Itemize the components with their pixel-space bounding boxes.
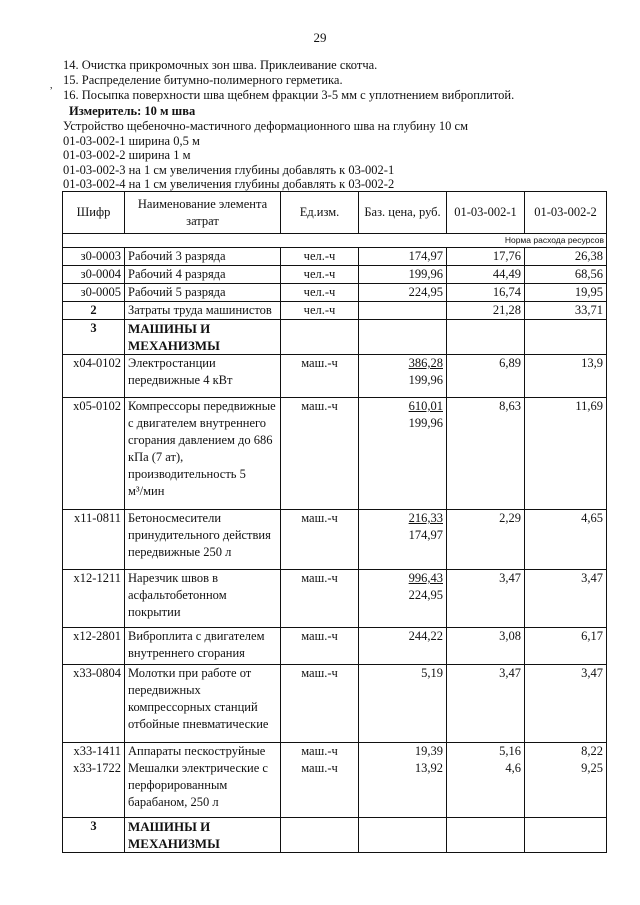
cell-price xyxy=(359,398,447,510)
table-row xyxy=(63,743,607,818)
cell-name xyxy=(125,743,281,818)
cell-name xyxy=(125,510,281,570)
section-title xyxy=(125,818,281,853)
price-value: 216,33 xyxy=(408,511,443,525)
name-line: передвижных xyxy=(128,683,201,697)
step-14: 14. Очистка прикромочных зон шва. Приклеивание скотча. xyxy=(63,58,378,72)
cell-unit: маш.-ч xyxy=(281,665,359,743)
header-name: Наименование элемента затрат xyxy=(125,192,281,234)
name-line: Электростанции xyxy=(128,356,216,370)
cell-name xyxy=(125,355,281,398)
col2-value: 8,22 xyxy=(581,744,603,758)
cell-code: х05-0102 xyxy=(63,398,125,510)
machinists-row xyxy=(63,302,607,320)
table-row xyxy=(63,665,607,743)
table-row xyxy=(63,266,607,284)
cell-name xyxy=(125,398,281,510)
name-line: покрытии xyxy=(128,605,181,619)
cell-price xyxy=(359,510,447,570)
cell-unit: чел.-ч xyxy=(281,248,359,266)
cell-price: 224,95 xyxy=(359,284,447,302)
cell-code: х11-0811 xyxy=(63,510,125,570)
cell-name: Рабочий 5 разряда xyxy=(125,284,281,302)
cell-name: Рабочий 3 разряда xyxy=(125,248,281,266)
step-16: 16. Посыпка поверхности шва щебнем фракции 3-5 мм с уплотнением виброплитой. xyxy=(63,88,515,103)
header-code: Шифр xyxy=(63,192,125,234)
name-line: кПа (7 ат), xyxy=(128,450,184,464)
name-line: Бетоносмесители xyxy=(128,511,222,525)
cell-code: х04-0102 xyxy=(63,355,125,398)
cell-col1: 44,49 xyxy=(447,266,525,284)
cell-col1: 8,63 xyxy=(447,398,525,510)
meter-line: Измеритель: 10 м шва xyxy=(69,103,196,118)
price-value: 19,39 xyxy=(414,744,443,758)
price-secondary: 199,96 xyxy=(408,373,443,387)
price-value: 13,92 xyxy=(414,761,443,775)
cell-col2 xyxy=(525,320,607,355)
cell-code xyxy=(63,743,125,818)
header-price: Баз. цена, руб. xyxy=(359,192,447,234)
section-number: 3 xyxy=(63,818,125,853)
cell-unit: чел.-ч xyxy=(281,284,359,302)
cell-price xyxy=(359,818,447,853)
header-col2: 01-03-002-2 xyxy=(525,192,607,234)
table-row xyxy=(63,398,607,510)
price-secondary: 199,96 xyxy=(408,416,443,430)
code-line-2: 01-03-002-2 ширина 1 м xyxy=(63,148,191,163)
norma-row xyxy=(63,234,607,248)
name-line: принудительного действия xyxy=(128,528,271,542)
cell-price xyxy=(359,743,447,818)
name-line: Мешалки электрические с xyxy=(128,761,268,775)
cell-price xyxy=(359,665,447,743)
unit-line: маш.-ч xyxy=(301,761,338,775)
cell-unit xyxy=(281,320,359,355)
cell-price: 199,96 xyxy=(359,266,447,284)
cell-price xyxy=(359,570,447,628)
name-line: отбойные пневматические xyxy=(128,717,269,731)
cell-col2 xyxy=(525,743,607,818)
cell-unit xyxy=(281,743,359,818)
cell-code: з0-0003 xyxy=(63,248,125,266)
cell-col1: 6,89 xyxy=(447,355,525,398)
cell-unit: чел.-ч xyxy=(281,302,359,320)
name-line: Компрессоры передвижные xyxy=(128,399,276,413)
norma-label: Норма расхода ресурсов xyxy=(63,234,607,248)
cell-col2: 26,38 xyxy=(525,248,607,266)
cell-col1: 21,28 xyxy=(447,302,525,320)
cell-col2: 3,47 xyxy=(525,665,607,743)
work-title: Устройство щебеночно-мастичного деформационного шва на глубину 10 см xyxy=(63,118,469,133)
col2-value: 9,25 xyxy=(581,761,603,775)
name-line: компрессорных станций xyxy=(128,700,258,714)
cell-code: х12-1211 xyxy=(63,570,125,628)
name-line: Аппараты пескоструйные xyxy=(128,744,266,758)
cell-name xyxy=(125,628,281,665)
unit-line: маш.-ч xyxy=(301,744,338,758)
section-title-line2: МЕХАНИЗМЫ xyxy=(128,836,220,851)
cell-col2: 6,17 xyxy=(525,628,607,665)
name-line: Нарезчик швов в xyxy=(128,571,219,585)
cell-col1: 3,47 xyxy=(447,570,525,628)
price-value: 5,19 xyxy=(421,666,443,680)
name-line: передвижные 4 кВт xyxy=(128,373,233,387)
name-line: барабаном, 250 л xyxy=(128,795,219,809)
cell-col2: 13,9 xyxy=(525,355,607,398)
name-line: внутреннего сгорания xyxy=(128,646,245,660)
cell-col1: 2,29 xyxy=(447,510,525,570)
section-row-end xyxy=(63,818,607,853)
name-line: Виброплита с двигателем xyxy=(128,629,265,643)
cell-col2: 4,65 xyxy=(525,510,607,570)
cell-col1 xyxy=(447,743,525,818)
cell-name: Рабочий 4 разряда xyxy=(125,266,281,284)
cell-col2: 33,71 xyxy=(525,302,607,320)
table-row xyxy=(63,284,607,302)
table-header-row xyxy=(63,192,607,234)
name-line: с двигателем внутреннего xyxy=(128,416,267,430)
cell-name xyxy=(125,570,281,628)
cell-code: з0-0004 xyxy=(63,266,125,284)
code-line: х33-1411 xyxy=(73,744,121,758)
cell-code: з0-0005 xyxy=(63,284,125,302)
cell-col1 xyxy=(447,320,525,355)
table-row xyxy=(63,570,607,628)
header-unit: Ед.изм. xyxy=(281,192,359,234)
section-title-line1: МАШИНЫ И xyxy=(128,321,211,336)
table-row xyxy=(63,628,607,665)
price-secondary: 174,97 xyxy=(408,528,443,542)
cell-col2: 3,47 xyxy=(525,570,607,628)
cell-col1: 16,74 xyxy=(447,284,525,302)
code-line-1: 01-03-002-1 ширина 0,5 м xyxy=(63,134,200,149)
cell-unit: маш.-ч xyxy=(281,398,359,510)
cell-name: Затраты труда машинистов xyxy=(125,302,281,320)
cell-col2 xyxy=(525,818,607,853)
cell-price: 174,97 xyxy=(359,248,447,266)
name-line: передвижные 250 л xyxy=(128,545,232,559)
code-line: х33-1722 xyxy=(73,761,121,775)
cell-price xyxy=(359,355,447,398)
name-line: перфорированным xyxy=(128,778,228,792)
code-line-4: 01-03-002-4 на 1 см увеличения глубины добавлять к 03-002-2 xyxy=(63,177,395,192)
cell-col2: 19,95 xyxy=(525,284,607,302)
cell-col2: 11,69 xyxy=(525,398,607,510)
name-line: Молотки при работе от xyxy=(128,666,252,680)
section-title-line1: МАШИНЫ И xyxy=(128,819,211,834)
code-line-3: 01-03-002-3 на 1 см увеличения глубины добавлять к 03-002-1 xyxy=(63,162,395,177)
header-col1: 01-03-002-1 xyxy=(447,192,525,234)
price-value: 610,01 xyxy=(408,399,443,413)
page-number: 29 xyxy=(313,30,327,45)
price-secondary: 224,95 xyxy=(408,588,443,602)
cell-col2: 68,56 xyxy=(525,266,607,284)
section-title xyxy=(125,320,281,355)
resource-table xyxy=(62,191,607,853)
cell-unit: маш.-ч xyxy=(281,355,359,398)
cell-unit: чел.-ч xyxy=(281,266,359,284)
cell-col1: 3,08 xyxy=(447,628,525,665)
cell-price xyxy=(359,320,447,355)
cell-col1: 17,76 xyxy=(447,248,525,266)
table-row xyxy=(63,355,607,398)
cell-code: 2 xyxy=(63,302,125,320)
cell-name xyxy=(125,665,281,743)
price-value: 996,43 xyxy=(408,571,443,585)
margin-mark: , xyxy=(50,80,53,91)
cell-col1 xyxy=(447,818,525,853)
section-title-line2: МЕХАНИЗМЫ xyxy=(128,338,220,353)
cell-unit: маш.-ч xyxy=(281,510,359,570)
cell-unit xyxy=(281,818,359,853)
cell-unit: маш.-ч xyxy=(281,570,359,628)
cell-code: х33-0804 xyxy=(63,665,125,743)
col1-value: 4,6 xyxy=(505,761,521,775)
price-value: 244,22 xyxy=(408,629,443,643)
step-15: 15. Распределение битумно-полимерного герметика. xyxy=(63,73,343,88)
table-row xyxy=(63,248,607,266)
section-row xyxy=(63,320,607,355)
col1-value: 5,16 xyxy=(499,744,521,758)
cell-col1: 3,47 xyxy=(447,665,525,743)
cell-code: х12-2801 xyxy=(63,628,125,665)
name-line: сгорания давлением до 686 xyxy=(128,433,273,447)
table-row xyxy=(63,510,607,570)
price-value: 386,28 xyxy=(408,356,443,370)
cell-price xyxy=(359,302,447,320)
cell-price xyxy=(359,628,447,665)
name-line: асфальтобетонном xyxy=(128,588,227,602)
name-line: производительность 5 xyxy=(128,467,246,481)
section-number: 3 xyxy=(63,320,125,355)
name-line: м³/мин xyxy=(128,484,165,498)
cell-unit: маш.-ч xyxy=(281,628,359,665)
intro-block xyxy=(63,58,623,192)
